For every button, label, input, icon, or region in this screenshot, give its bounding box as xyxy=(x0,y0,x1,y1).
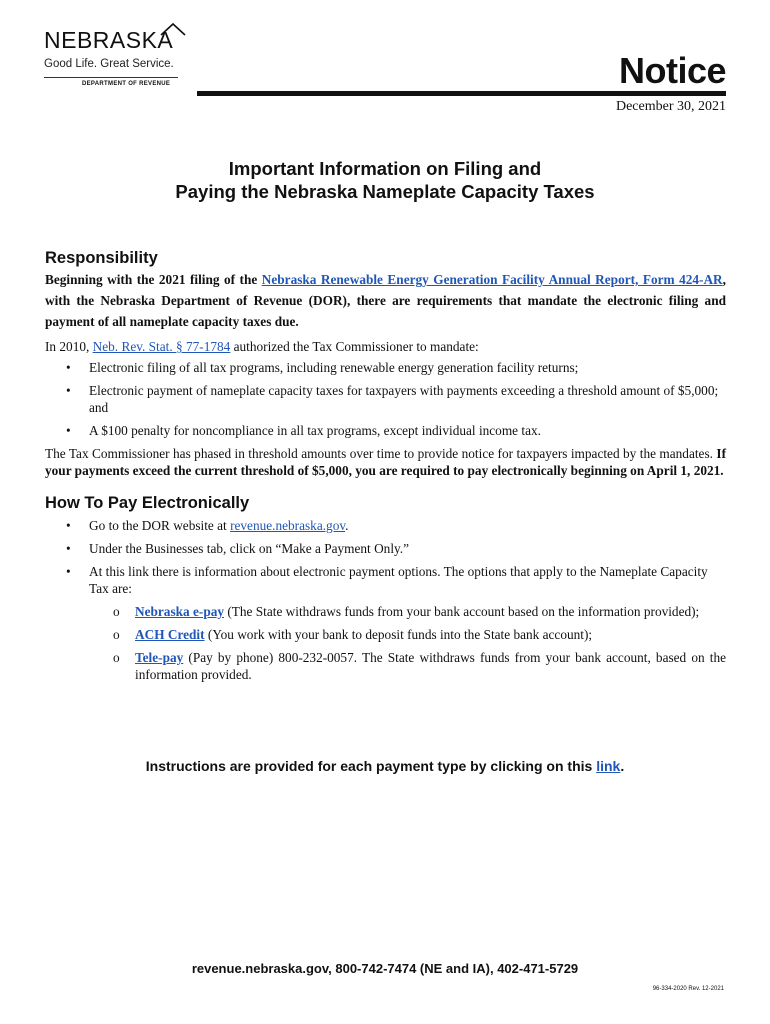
logo-wordmark: NEBRASKA xyxy=(44,28,194,52)
document-title xyxy=(44,157,726,203)
instructions-link[interactable]: link xyxy=(596,758,621,774)
mandate-list xyxy=(45,359,726,439)
instructions-line: Instructions are provided for each payment type by clicking on this link. xyxy=(145,758,625,774)
list-item: o Nebraska e-pay (The State withdraws funds from your bank account based on the information provided); xyxy=(113,604,700,619)
logo-department: DEPARTMENT OF REVENUE xyxy=(82,81,171,87)
list-item: o Tele-pay (Pay by phone) 800-232-0057. The State withdraws funds from your bank account, based on the information provided. xyxy=(113,650,726,682)
list-item: • Electronic filing of all tax programs, including renewable energy generation facility returns; xyxy=(66,360,579,375)
form-424ar-link[interactable]: Nebraska Renewable Energy Generation Facility Annual Report, Form 424-AR xyxy=(261,272,723,287)
tele-pay-link[interactable]: Tele-pay xyxy=(135,650,184,665)
list-item: • Go to the DOR website at revenue.nebraska.gov. xyxy=(66,518,349,533)
roofline-icon xyxy=(160,22,186,36)
list-item: o ACH Credit (You work with your bank to deposit funds into the State bank account); xyxy=(113,627,593,642)
title-line-1: Important Information on Filing and xyxy=(228,158,542,179)
nebraska-dor-logo xyxy=(44,28,194,87)
footer-contact: revenue.nebraska.gov, 800-742-7474 (NE and IA), 402-471-5729 xyxy=(191,961,579,976)
responsibility-lead-paragraph: Beginning with the 2021 filing of the Nebraska Renewable Energy Generation Facility Annual Report, Form 424-AR, with the Nebraska Department of Revenue (DOR), there are requirements that mandate the electronic filing and payment of all nameplate capacity taxes due. xyxy=(45,272,726,329)
notice-label: Notice xyxy=(618,50,726,91)
form-number: 96-334-2020 Rev. 12-2021 xyxy=(652,986,724,992)
logo-divider xyxy=(44,77,178,78)
threshold-paragraph: The Tax Commissioner has phased in threshold amounts over time to provide notice for taxpayers impacted by the mandates. If your payments exceed the current threshold of $5,000, you are required to pay electronically beginning on April 1, 2021. xyxy=(45,446,726,478)
list-item: • Electronic payment of nameplate capacity taxes for taxpayers with payments exceeding a threshold amount of $5,000; and xyxy=(66,383,719,415)
dor-website-link[interactable]: revenue.nebraska.gov xyxy=(230,518,346,533)
notice-date: December 30, 2021 xyxy=(615,99,726,114)
section-heading-responsibility: Responsibility xyxy=(45,249,158,267)
list-item: • A $100 penalty for noncompliance in all tax programs, except individual income tax. xyxy=(66,423,541,438)
list-item: • At this link there is information about electronic payment options. The options that apply to the Nameplate Capacity Tax are: xyxy=(66,564,708,596)
ach-credit-link[interactable]: ACH Credit xyxy=(135,627,205,642)
statute-paragraph: In 2010, Neb. Rev. Stat. § 77-1784 authorized the Tax Commissioner to mandate: xyxy=(45,339,479,354)
section-heading-how-to-pay: How To Pay Electronically xyxy=(45,494,250,512)
nebraska-epay-link[interactable]: Nebraska e-pay xyxy=(135,604,225,619)
title-line-2: Paying the Nebraska Nameplate Capacity Taxes xyxy=(175,181,595,202)
payment-options-list xyxy=(45,603,726,683)
pay-steps-list xyxy=(45,517,726,597)
document-body xyxy=(45,248,726,689)
statute-link[interactable]: Neb. Rev. Stat. § 77-1784 xyxy=(92,339,231,354)
logo-tagline: Good Life. Great Service. xyxy=(44,58,174,70)
list-item: • Under the Businesses tab, click on “Make a Payment Only.” xyxy=(66,541,410,556)
header-rule xyxy=(197,91,726,96)
